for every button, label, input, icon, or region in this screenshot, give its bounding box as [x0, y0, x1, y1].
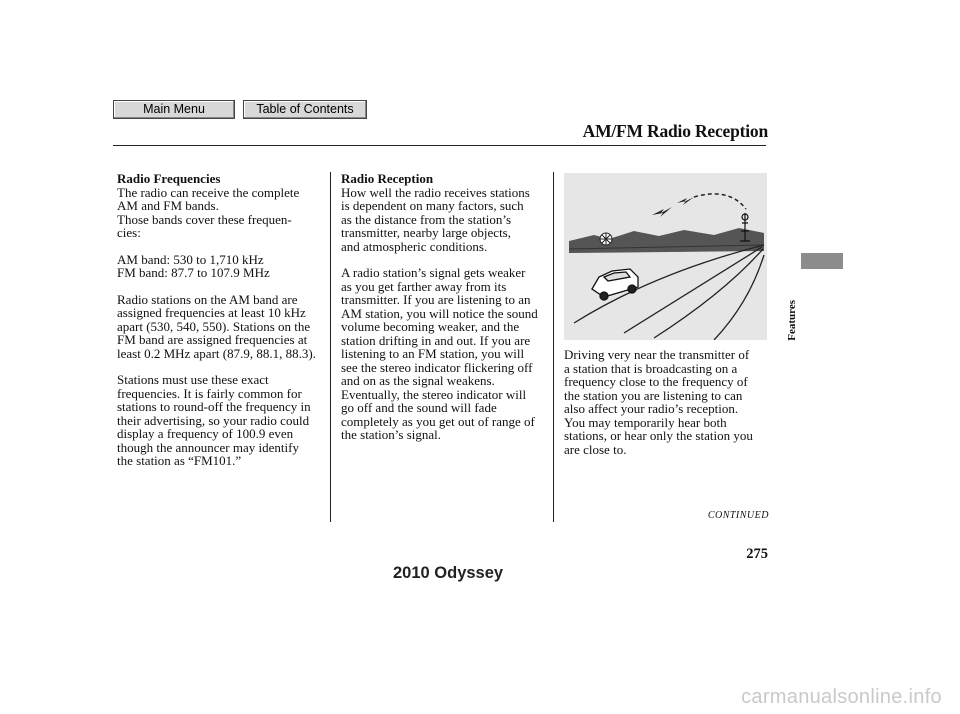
body-paragraph: How well the radio receives stations is dependent on many factors, such as the distance from the station’s transmitter, nearby large objects, and atmospheric conditions. — [341, 184, 530, 254]
section-tab — [801, 253, 843, 269]
transmitter-icon — [600, 233, 612, 245]
body-paragraph: Driving very near the transmitter of a station that is broadcasting on a frequency close to the frequency of the station you are listening to can also affect your radio’s reception. You may temporarily hear both stations, or hear only the station you are close to. — [564, 347, 753, 457]
body-paragraph: Stations must use these exact frequencies. It is fairly common for stations to round-off the frequency in their advertising, so your radio could display a frequency of 100.9 even though the announcer may identify the station as “FM101.” — [117, 372, 311, 468]
column-radio-reception — [341, 172, 546, 455]
vehicle-model-label: 2010 Odyssey — [393, 564, 504, 582]
signal-icon — [652, 197, 694, 217]
body-paragraph: AM band: 530 to 1,710 kHz FM band: 87.7 to 107.9 MHz — [117, 251, 270, 280]
section-side-label: Features — [786, 300, 798, 341]
body-paragraph: Radio stations on the AM band are assigned frequencies at least 10 kHz apart (530, 540, 550). Stations on the FM band are assigned frequencies at least 0.2 MHz apart (87.9, 88.1, 88.3). — [117, 291, 316, 361]
watermark: carmanualsonline.info — [741, 686, 942, 708]
column-radio-frequencies — [117, 172, 322, 481]
section-heading: Radio Reception — [341, 171, 434, 186]
section-heading: Radio Frequencies — [117, 171, 221, 186]
radio-reception-illustration — [564, 173, 767, 340]
column-divider — [330, 172, 331, 522]
car-icon — [592, 269, 638, 300]
header-rule — [113, 145, 766, 146]
table-of-contents-button[interactable]: Table of Contents — [243, 100, 367, 119]
column-driving-near-transmitter — [564, 348, 769, 469]
car-and-transmitter-drawing — [564, 173, 767, 340]
page-number: 275 — [746, 546, 768, 562]
continued-label: CONTINUED — [707, 510, 769, 521]
column-divider — [553, 172, 554, 522]
page-title: AM/FM Radio Reception — [582, 121, 768, 141]
body-paragraph: A radio station’s signal gets weaker as you get farther away from its transmitter. If you are listening to an AM station, you will notice the sound volume becoming weaker, and the station drifting in and out. If you are listening to an FM station, you will see the stereo indicator flickering off and on as the signal weakens. Eventually, the stereo indicator will go off and the sound will fade completely as you get out of range of the station’s signal. — [341, 265, 538, 442]
main-menu-button[interactable]: Main Menu — [113, 100, 235, 119]
body-paragraph: The radio can receive the complete AM and FM bands. Those bands cover these frequen- cies: — [117, 184, 300, 240]
